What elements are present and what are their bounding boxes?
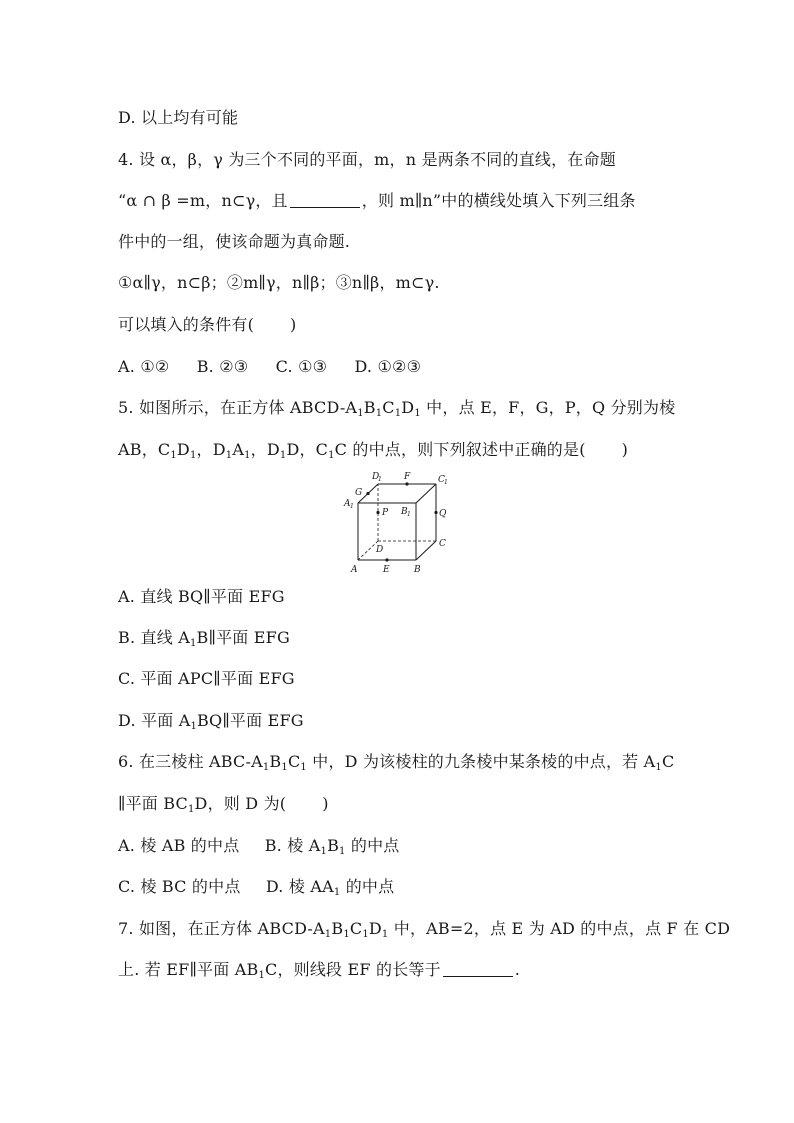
label-e: E xyxy=(383,565,390,575)
q6-option-b: B. 棱 $A_1B_1$ 的中点 xyxy=(264,836,400,857)
label-a: A xyxy=(351,565,358,575)
cube-figure xyxy=(340,470,460,578)
q5-option-a: A. 直线 BQ∥平面 EFG xyxy=(118,587,285,606)
label-b1-sub: 1 xyxy=(407,511,411,518)
q6-options-ab xyxy=(118,834,399,858)
label-d1-sub: 1 xyxy=(378,476,382,483)
label-a1: A xyxy=(344,499,351,509)
point-e xyxy=(385,558,388,561)
label-f: F xyxy=(404,472,411,482)
label-d: D xyxy=(376,545,384,555)
q4-ask: 可以填入的条件有( ) xyxy=(118,315,297,334)
label-b1: B xyxy=(401,507,408,517)
q4-line-2: “α ∩ β =m，n⊂γ，且 ，则 m∥n”中的横线处填入下列三组条 xyxy=(118,191,636,210)
point-f xyxy=(405,482,408,485)
q6-option-d: D. 棱 $AA_1$ 的中点 xyxy=(265,877,395,898)
q4-options xyxy=(118,355,421,379)
label-p: P xyxy=(382,508,389,518)
label-a1-sub: 1 xyxy=(350,503,354,510)
q5-line-2: AB，$C_1D_1$，$D_1A_1$，$D_1D$，$C_1C$ 的中点，则下列叙述中正确的是( ) xyxy=(118,440,629,461)
label-c1-sub: 1 xyxy=(444,479,448,486)
q4-line-1: 4. 设 α，β，γ 为三个不同的平面，m，n 是两条不同的直线，在命题 xyxy=(118,150,616,169)
q6-line-1: 6. 在三棱柱 ABC-$A_1B_1C_1$ 中，D 为该棱柱的九条棱中某条棱的中点，若 $A_1C$ xyxy=(118,752,675,773)
q7-line-1: 7. 如图，在正方体 ABCD-$A_1B_1C_1D_1$ 中，AB=2，点 E 为 AD 的中点，点 F 在 CD xyxy=(118,919,731,940)
q6-line-2: ∥平面 $BC_1D$，则 D 为( ) xyxy=(118,794,329,815)
q5-option-c: C. 平面 APC∥平面 EFG xyxy=(118,669,295,688)
edge-c1-b1 xyxy=(416,484,436,503)
q5-line-1: 5. 如图所示，在正方体 ABCD-$A_1B_1C_1D_1$ 中，点 E，F，G，P，Q 分别为棱 xyxy=(118,398,676,419)
q4-option-a: A. ①② xyxy=(118,357,170,376)
q3-option-d: D. 以上均有可能 xyxy=(118,108,239,127)
point-q xyxy=(434,511,437,514)
edge-c-b xyxy=(416,541,436,560)
q4-answer-blank xyxy=(290,191,360,208)
q4-option-b: B. ②③ xyxy=(196,357,249,376)
q4-option-c: C. ①③ xyxy=(275,357,328,376)
q6-options-cd xyxy=(118,875,394,899)
q6-option-a: A. 棱 AB 的中点 xyxy=(118,836,240,855)
q7-answer-blank xyxy=(443,960,513,977)
hidden-edge-d-a xyxy=(358,541,378,560)
q5-option-d: D. 平面 $A_1BQ\parallel$平面 EFG xyxy=(118,711,304,732)
label-g: G xyxy=(355,488,363,498)
label-c1: C xyxy=(438,475,445,485)
point-p xyxy=(376,511,379,514)
label-d1: D xyxy=(372,472,380,482)
label-q: Q xyxy=(439,509,447,519)
label-b: B xyxy=(414,565,421,575)
q7-line-2: 上. 若 EF∥平面 $AB_1C$，则线段 EF 的长等于 . xyxy=(118,960,521,981)
point-g xyxy=(366,492,369,495)
q6-option-c: C. 棱 BC 的中点 xyxy=(118,877,241,896)
q4-line-3: 件中的一组，使该命题为真命题. xyxy=(118,232,351,251)
q5-option-b: B. 直线 $A_1B\parallel$平面 EFG xyxy=(118,628,290,649)
q4-option-d: D. ①②③ xyxy=(354,357,422,376)
q4-conditions: ①α∥γ，n⊂β；②m∥γ，n∥β；③n∥β，m⊂γ. xyxy=(118,273,440,292)
label-c: C xyxy=(439,539,446,549)
